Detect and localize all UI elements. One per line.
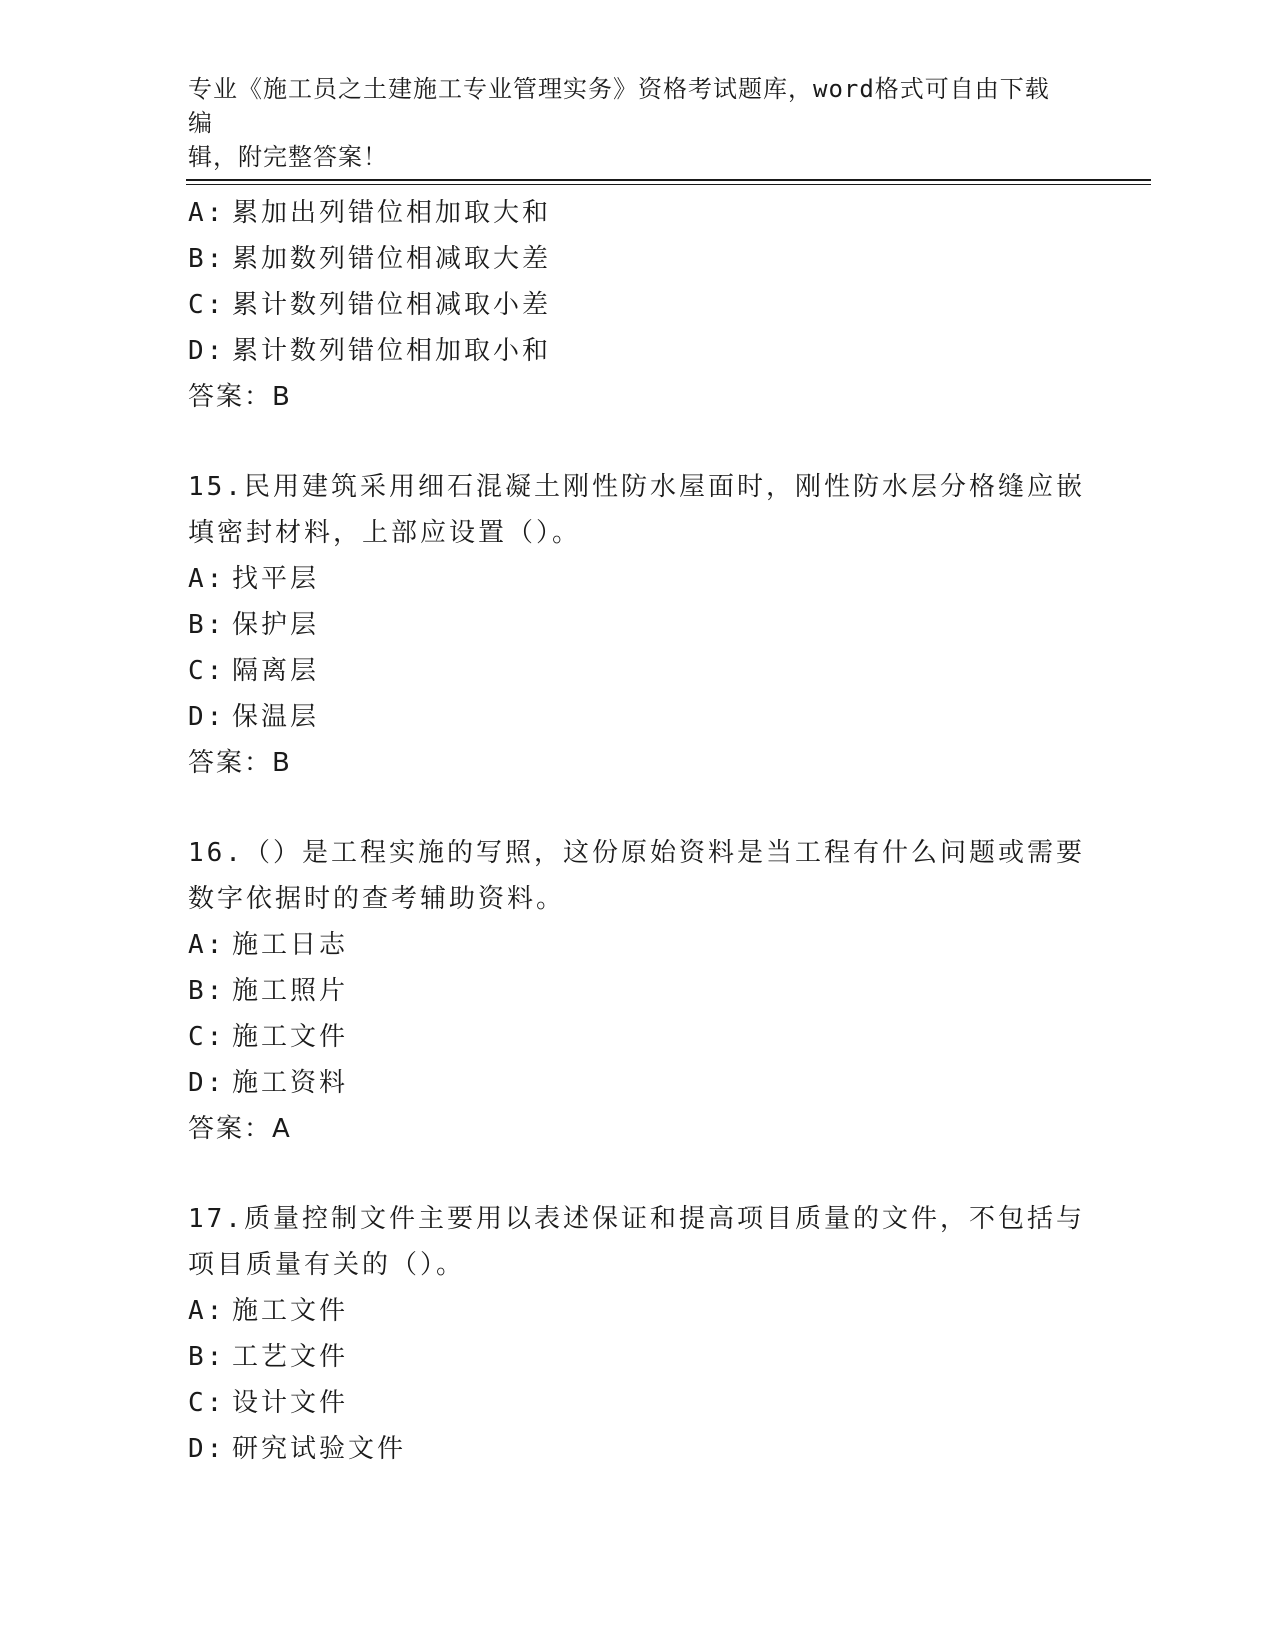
option-b [188, 602, 1088, 648]
option-label: D: [188, 1068, 226, 1098]
option-text: 施工资料 [232, 1068, 349, 1098]
option-text: 施工文件 [232, 1296, 349, 1326]
option-text: 施工日志 [232, 930, 349, 960]
option-text: 设计文件 [232, 1388, 349, 1418]
question-stem: 17.质量控制文件主要用以表述保证和提高项目质量的文件，不包括与 [188, 1204, 1085, 1234]
option-b [188, 968, 1088, 1014]
option-label: D: [188, 702, 226, 732]
option-d [188, 328, 1088, 374]
header-line-2: 辑，附完整答案！ [188, 143, 388, 171]
header-line-1: 专业《施工员之土建施工专业管理实务》资格考试题库，word格式可自由下载编 [188, 75, 1050, 137]
option-text: 施工照片 [232, 976, 349, 1006]
option-text: 累加数列错位相减取大差 [232, 244, 552, 274]
question-17 [188, 1196, 1088, 1472]
option-label: C: [188, 1388, 226, 1418]
question-stem-continued: 项目质量有关的（）。 [188, 1250, 466, 1280]
option-label: A: [188, 1296, 226, 1326]
header-divider-thin [186, 184, 1151, 185]
option-label: B: [188, 610, 226, 640]
option-b [188, 1334, 1088, 1380]
option-b [188, 236, 1088, 282]
option-text: 保护层 [232, 610, 320, 640]
option-a [188, 556, 1088, 602]
option-text: 累加出列错位相加取大和 [232, 198, 552, 228]
question-stem: 16.（）是工程实施的写照，这份原始资料是当工程有什么问题或需要 [188, 838, 1085, 868]
option-label: B: [188, 976, 226, 1006]
option-label: D: [188, 1434, 226, 1464]
option-d [188, 1060, 1088, 1106]
option-a [188, 1288, 1088, 1334]
option-text: 累计数列错位相减取小差 [232, 290, 552, 320]
question-15 [188, 464, 1088, 786]
option-c [188, 282, 1088, 328]
answer-line: 答案：A [188, 1114, 292, 1144]
spacer [188, 786, 1088, 830]
question-stem-continued: 填密封材料，上部应设置（）。 [188, 518, 582, 548]
option-text: 隔离层 [232, 656, 320, 686]
spacer [188, 1152, 1088, 1196]
option-c [188, 1014, 1088, 1060]
option-c [188, 648, 1088, 694]
option-d [188, 1426, 1088, 1472]
header-divider-thick [186, 179, 1151, 181]
option-text: 施工文件 [232, 1022, 349, 1052]
question-14 [188, 190, 1088, 420]
spacer [188, 420, 1088, 464]
option-label: B: [188, 244, 226, 274]
question-list [188, 190, 1088, 1472]
option-a [188, 922, 1088, 968]
question-stem: 15.民用建筑采用细石混凝土刚性防水屋面时，刚性防水层分格缝应嵌 [188, 472, 1085, 502]
option-label: C: [188, 290, 226, 320]
question-stem-continued: 数字依据时的查考辅助资料。 [188, 884, 566, 914]
option-label: A: [188, 930, 226, 960]
option-text: 研究试验文件 [232, 1434, 407, 1464]
option-label: C: [188, 1022, 226, 1052]
answer-line: 答案：B [188, 382, 292, 412]
option-label: A: [188, 198, 226, 228]
question-16 [188, 830, 1088, 1152]
option-label: D: [188, 336, 226, 366]
option-text: 保温层 [232, 702, 320, 732]
option-label: B: [188, 1342, 226, 1372]
option-text: 累计数列错位相加取小和 [232, 336, 552, 366]
option-label: C: [188, 656, 226, 686]
option-label: A: [188, 564, 226, 594]
option-text: 找平层 [232, 564, 320, 594]
option-a [188, 190, 1088, 236]
answer-line: 答案：B [188, 748, 292, 778]
option-c [188, 1380, 1088, 1426]
option-text: 工艺文件 [232, 1342, 349, 1372]
option-d [188, 694, 1088, 740]
document-header [188, 72, 1068, 174]
